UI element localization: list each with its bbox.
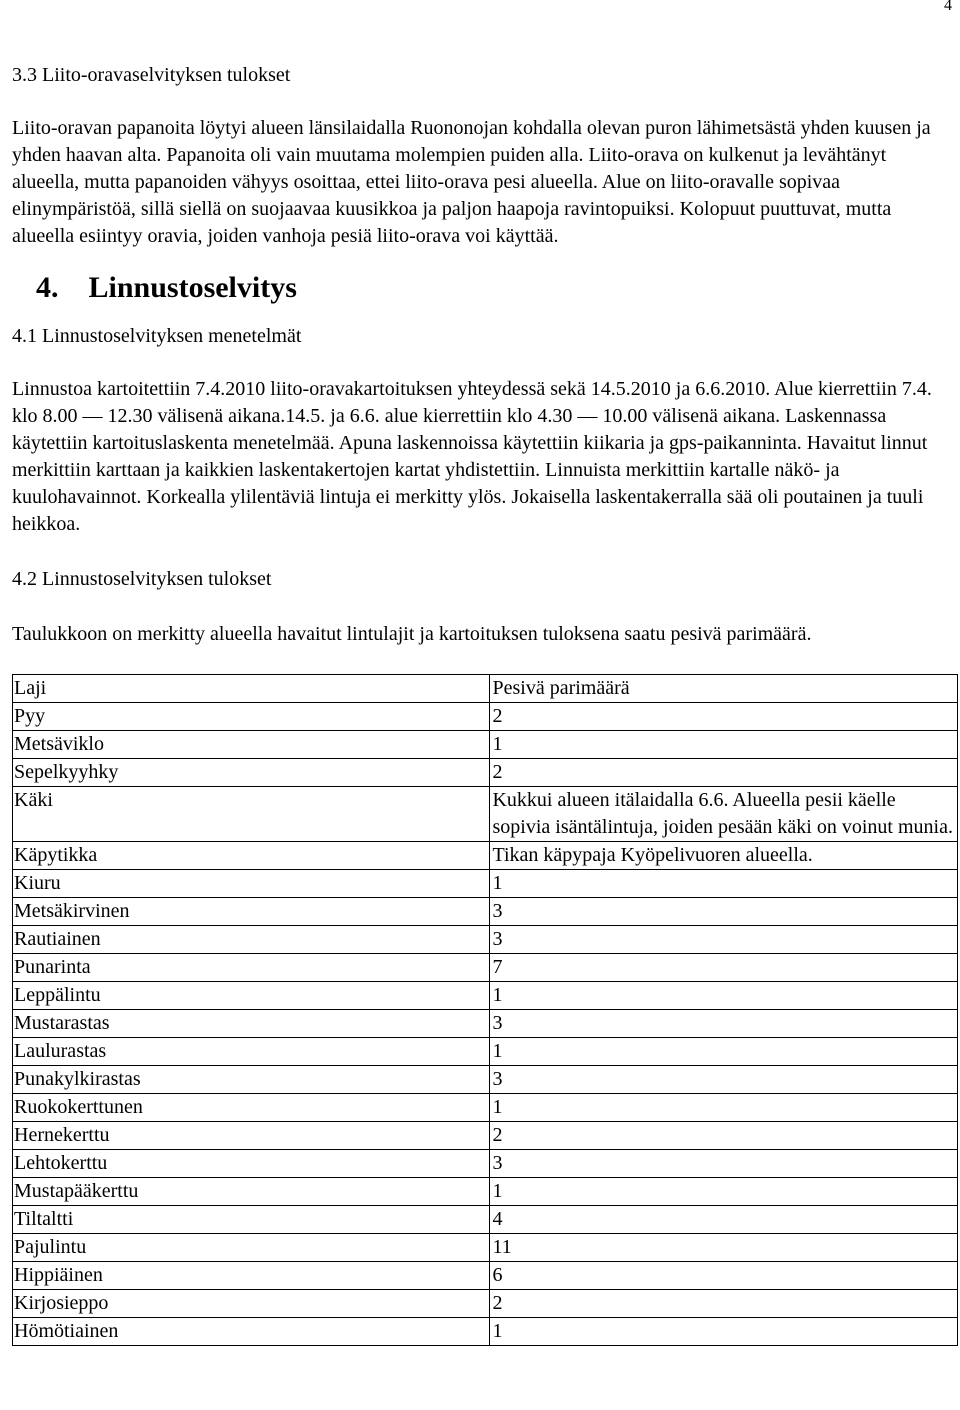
document-body — [12, 62, 952, 1346]
pair-count-cell: 2 — [490, 1122, 958, 1150]
table-row — [13, 1206, 958, 1234]
pair-count-cell: Kukkui alueen itälaidalla 6.6. Alueella pesii käelle sopivia isäntälintuja, joiden pesään käki on voinut munia. — [490, 787, 958, 842]
species-cell: Metsäviklo — [13, 731, 490, 759]
table-row — [13, 1318, 958, 1346]
table-row — [13, 1150, 958, 1178]
species-cell: Pajulintu — [13, 1234, 490, 1262]
pair-count-cell: 1 — [490, 731, 958, 759]
section-3-3-heading: 3.3 Liito-oravaselvityksen tulokset — [12, 64, 291, 86]
table-header-row — [13, 675, 958, 703]
pair-count-cell: 3 — [490, 1066, 958, 1094]
species-cell: Kirjosieppo — [13, 1290, 490, 1318]
species-cell: Leppälintu — [13, 982, 490, 1010]
table-row — [13, 870, 958, 898]
species-cell: Mustarastas — [13, 1010, 490, 1038]
species-cell: Rautiainen — [13, 926, 490, 954]
species-cell: Laulurastas — [13, 1038, 490, 1066]
species-cell: Ruokokerttunen — [13, 1094, 490, 1122]
table-row — [13, 759, 958, 787]
species-cell: Mustapääkerttu — [13, 1178, 490, 1206]
pair-count-cell: 3 — [490, 898, 958, 926]
section-4-1-paragraph: Linnustoa kartoitettiin 7.4.2010 liito-oravakartoituksen yhteydessä sekä 14.5.2010 ja 6.6.2010. Alue kierrettiin 7.4. klo 8.00 — 12.30 välisenä aikana.14.5. ja 6.6. alue kierrettiin klo 4.30 — 10.00 välisenä aikana. Laskennassa käytettiin kartoituslaskenta menetelmää. Apuna laskennoissa käytettiin kiikaria ja gps-paikanninta. Havaitut linnut merkittiin karttaan ja kaikkien laskentakertojen kartat yhdistettiin. Linnuista merkittiin kartalle näkö- ja kuulohavainnot. Korkealla ylilentäviä lintuja ei merkitty ylös. Jokaisella laskentakerralla sää oli poutainen ja tuuli heikkoa. — [12, 378, 932, 535]
pair-count-cell: 1 — [490, 870, 958, 898]
table-row — [13, 787, 958, 842]
table-row — [13, 1290, 958, 1318]
pair-count-cell: 7 — [490, 954, 958, 982]
section-4-heading: 4. Linnustoselvitys — [36, 271, 297, 304]
species-cell: Tiltaltti — [13, 1206, 490, 1234]
pair-count-cell: 1 — [490, 1178, 958, 1206]
pair-count-cell: 1 — [490, 982, 958, 1010]
table-row — [13, 1178, 958, 1206]
species-cell: Kiuru — [13, 870, 490, 898]
table-row — [13, 703, 958, 731]
table-row — [13, 898, 958, 926]
table-row — [13, 954, 958, 982]
species-cell: Käki — [13, 787, 490, 842]
species-cell: Sepelkyyhky — [13, 759, 490, 787]
species-cell: Hippiäinen — [13, 1262, 490, 1290]
section-4-2-heading: 4.2 Linnustoselvityksen tulokset — [12, 568, 272, 590]
species-cell: Hömötiainen — [13, 1318, 490, 1346]
table-row — [13, 1010, 958, 1038]
table-row — [13, 1066, 958, 1094]
pair-count-cell: 2 — [490, 759, 958, 787]
pair-count-cell: 4 — [490, 1206, 958, 1234]
table-row — [13, 1262, 958, 1290]
section-3-3-paragraph: Liito-oravan papanoita löytyi alueen länsilaidalla Ruononojan kohdalla olevan puron lähimetsästä yhden kuusen ja yhden haavan alta. Papanoita oli vain muutama molempien puiden alla. Liito-orava on kulkenut ja levähtänyt alueella, mutta papanoiden vähyys osoittaa, ettei liito-orava pesi alueella. Alue on liito-oravalle sopivaa elinympäristöä, sillä siellä on suojaavaa kuusikkoa ja paljon haapoja ravintopuiksi. Kolopuut puuttuvat, mutta alueella esiintyy oravia, joiden vanhoja pesiä liito-orava voi käyttää. — [12, 117, 931, 247]
pair-count-cell: 2 — [490, 703, 958, 731]
species-cell: Käpytikka — [13, 842, 490, 870]
bird-species-table — [12, 674, 958, 1346]
table-row — [13, 1038, 958, 1066]
table-header-pairs: Pesivä parimäärä — [490, 675, 958, 703]
table-row — [13, 842, 958, 870]
table-header-species: Laji — [13, 675, 490, 703]
pair-count-cell: 1 — [490, 1094, 958, 1122]
pair-count-cell: 3 — [490, 1010, 958, 1038]
page-number: 4 — [944, 0, 952, 14]
pair-count-cell: Tikan käpypaja Kyöpelivuoren alueella. — [490, 842, 958, 870]
species-cell: Pyy — [13, 703, 490, 731]
species-cell: Lehtokerttu — [13, 1150, 490, 1178]
table-row — [13, 731, 958, 759]
species-cell: Punarinta — [13, 954, 490, 982]
section-4-1-heading: 4.1 Linnustoselvityksen menetelmät — [12, 325, 302, 347]
pair-count-cell: 1 — [490, 1038, 958, 1066]
table-row — [13, 982, 958, 1010]
pair-count-cell: 11 — [490, 1234, 958, 1262]
pair-count-cell: 6 — [490, 1262, 958, 1290]
section-4-2-paragraph: Taulukkoon on merkitty alueella havaitut lintulajit ja kartoituksen tuloksena saatu pesivä parimäärä. — [12, 623, 812, 645]
pair-count-cell: 3 — [490, 926, 958, 954]
species-cell: Metsäkirvinen — [13, 898, 490, 926]
species-cell: Hernekerttu — [13, 1122, 490, 1150]
pair-count-cell: 3 — [490, 1150, 958, 1178]
species-cell: Punakylkirastas — [13, 1066, 490, 1094]
pair-count-cell: 2 — [490, 1290, 958, 1318]
table-row — [13, 1094, 958, 1122]
table-row — [13, 1122, 958, 1150]
pair-count-cell: 1 — [490, 1318, 958, 1346]
table-row — [13, 926, 958, 954]
table-row — [13, 1234, 958, 1262]
